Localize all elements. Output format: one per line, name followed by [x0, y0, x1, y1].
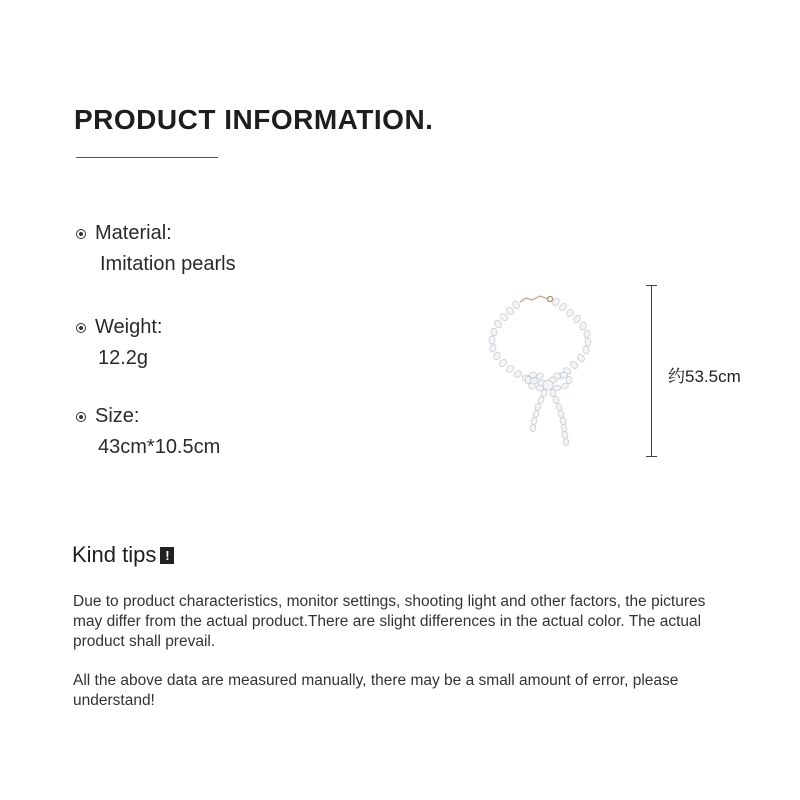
spec-weight-value: 12.2g [98, 347, 149, 369]
dimension-label: 约53.5cm [668, 367, 741, 386]
spec-weight-label: Weight: [95, 316, 163, 338]
kind-tips-heading [72, 542, 174, 568]
pearl-necklace-image [470, 280, 630, 460]
spec-size-value: 43cm*10.5cm [98, 436, 221, 458]
title-divider [76, 157, 218, 158]
bullet-icon [76, 412, 86, 422]
page-title: PRODUCT INFORMATION. [74, 104, 434, 135]
exclamation-icon: ! [160, 547, 174, 564]
spec-size [76, 405, 220, 459]
tips-paragraph-2: All the above data are measured manually, there may be a small amount of error, please understand! [73, 672, 679, 709]
tips-paragraph-1: Due to product characteristics, monitor settings, shooting light and other factors, the pictures may differ from the actual product.There are slight differences in the actual color. The actual product shall prevail. [73, 593, 706, 650]
bullet-icon [76, 229, 86, 239]
kind-tips-title: Kind tips [72, 542, 157, 567]
dimension-line [651, 285, 652, 457]
spec-material-value: Imitation pearls [100, 253, 236, 275]
dimension-cap-bottom [646, 456, 657, 457]
spec-material [76, 222, 236, 276]
bullet-icon [76, 323, 86, 333]
spec-material-label: Material: [95, 222, 172, 244]
dimension-cap-top [646, 285, 657, 286]
spec-size-label: Size: [95, 405, 140, 427]
spec-weight [76, 316, 162, 370]
